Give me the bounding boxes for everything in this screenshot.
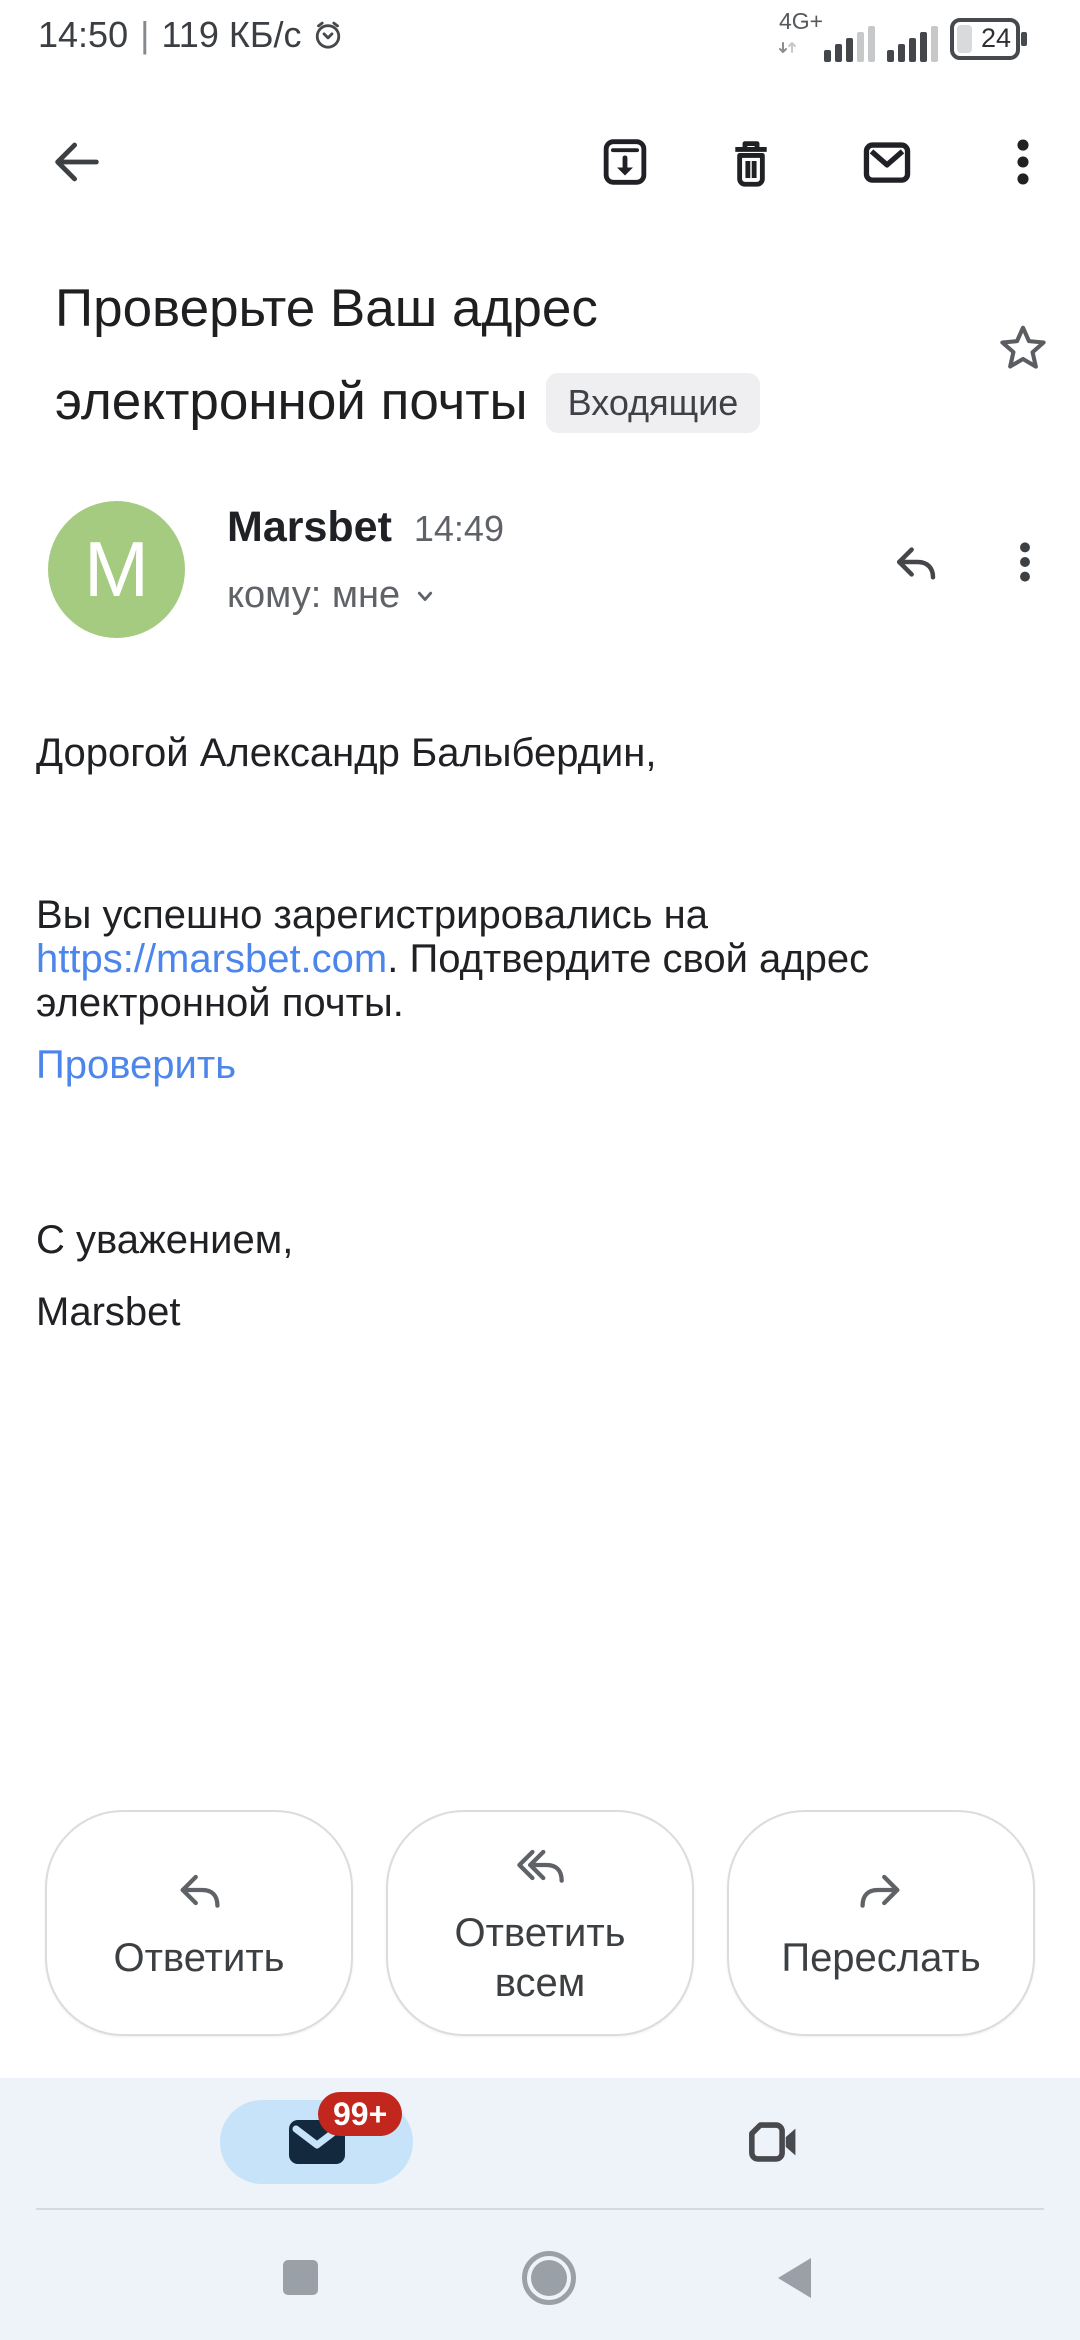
battery-icon xyxy=(950,18,1020,60)
archive-icon xyxy=(596,133,654,194)
delete-button[interactable] xyxy=(720,132,782,194)
star-icon xyxy=(994,319,1052,380)
reply-all-label: Ответить всем xyxy=(454,1910,626,2005)
reply-all-button[interactable] xyxy=(386,1810,694,2036)
nav-home-button[interactable] xyxy=(522,2251,576,2305)
body-closing: С уважением, xyxy=(36,1218,294,1262)
folder-chip[interactable]: Входящие xyxy=(546,373,761,433)
star-button[interactable] xyxy=(992,318,1054,380)
battery-percent: 24 xyxy=(980,22,1011,53)
verify-link[interactable]: Проверить xyxy=(36,1043,237,1087)
reply-label: Ответить xyxy=(113,1935,285,1980)
bottom-dock xyxy=(0,2078,1080,2340)
sender-name: Marsbet xyxy=(227,503,392,551)
verify-link-row xyxy=(36,1043,996,1087)
tab-meet[interactable] xyxy=(728,2108,812,2176)
subject-text: Проверьте Ваш адрес электронной почты xyxy=(55,279,598,431)
message-actions xyxy=(45,1810,1035,2036)
body-text-after-link: . Подтвердите свой адрес электронной почты. xyxy=(36,937,870,1025)
battery-nub xyxy=(1021,32,1027,46)
status-bar xyxy=(0,0,1080,70)
mark-unread-button[interactable] xyxy=(856,132,918,194)
archive-button[interactable] xyxy=(594,132,656,194)
overflow-menu-button[interactable] xyxy=(992,132,1054,194)
status-separator: | xyxy=(140,14,150,55)
body-greeting: Дорогой Александр Балыбердин, xyxy=(36,731,657,775)
sender-avatar[interactable] xyxy=(48,501,185,638)
nav-recents-button[interactable] xyxy=(283,2260,318,2295)
status-time: 14:50 xyxy=(38,14,129,55)
status-net-speed: 119 КБ/с xyxy=(161,14,302,55)
nav-back-button[interactable] xyxy=(778,2258,811,2298)
battery-fill xyxy=(957,25,972,53)
message-overflow-button[interactable] xyxy=(994,532,1056,594)
signal-sim1-icon xyxy=(779,10,875,62)
dock-divider xyxy=(36,2208,1044,2210)
three-dot-menu-icon xyxy=(994,133,1052,194)
reply-button[interactable] xyxy=(45,1810,353,2036)
forward-label: Переслать xyxy=(781,1935,981,1980)
alarm-clock-icon xyxy=(311,18,345,52)
envelope-icon xyxy=(858,133,916,194)
sender-name-row xyxy=(227,503,504,552)
reply-all-icon xyxy=(514,1839,566,1894)
back-button[interactable] xyxy=(46,132,108,194)
video-camera-icon xyxy=(740,2119,800,2165)
data-activity-icon xyxy=(777,37,799,62)
chevron-down-icon xyxy=(408,579,442,613)
three-dot-menu-icon xyxy=(998,535,1052,592)
avatar-letter: M xyxy=(84,525,149,613)
recipient-expander[interactable] xyxy=(227,574,442,617)
back-arrow-icon xyxy=(48,133,106,194)
body-text-before-link: Вы успешно зарегистрировались на xyxy=(36,893,708,937)
nav-home-dot xyxy=(531,2260,567,2296)
reply-quick-button[interactable] xyxy=(884,532,946,594)
subject-line xyxy=(55,262,875,448)
message-time: 14:49 xyxy=(413,508,504,549)
status-left xyxy=(38,14,345,56)
body-paragraph xyxy=(36,893,996,1025)
body-signature: Marsbet xyxy=(36,1290,181,1334)
forward-button[interactable] xyxy=(727,1810,1035,2036)
forward-icon xyxy=(855,1864,907,1919)
app-bar xyxy=(0,120,1080,210)
unread-count-badge: 99+ xyxy=(318,2092,402,2136)
trash-icon xyxy=(722,133,780,194)
reply-icon xyxy=(173,1864,225,1919)
status-right xyxy=(779,10,1020,62)
network-type-label: 4G+ xyxy=(779,8,824,34)
recipient-label: кому: мне xyxy=(227,574,401,616)
reply-icon xyxy=(888,535,942,592)
site-link[interactable]: https://marsbet.com xyxy=(36,937,388,981)
signal-sim2-icon xyxy=(887,26,938,62)
